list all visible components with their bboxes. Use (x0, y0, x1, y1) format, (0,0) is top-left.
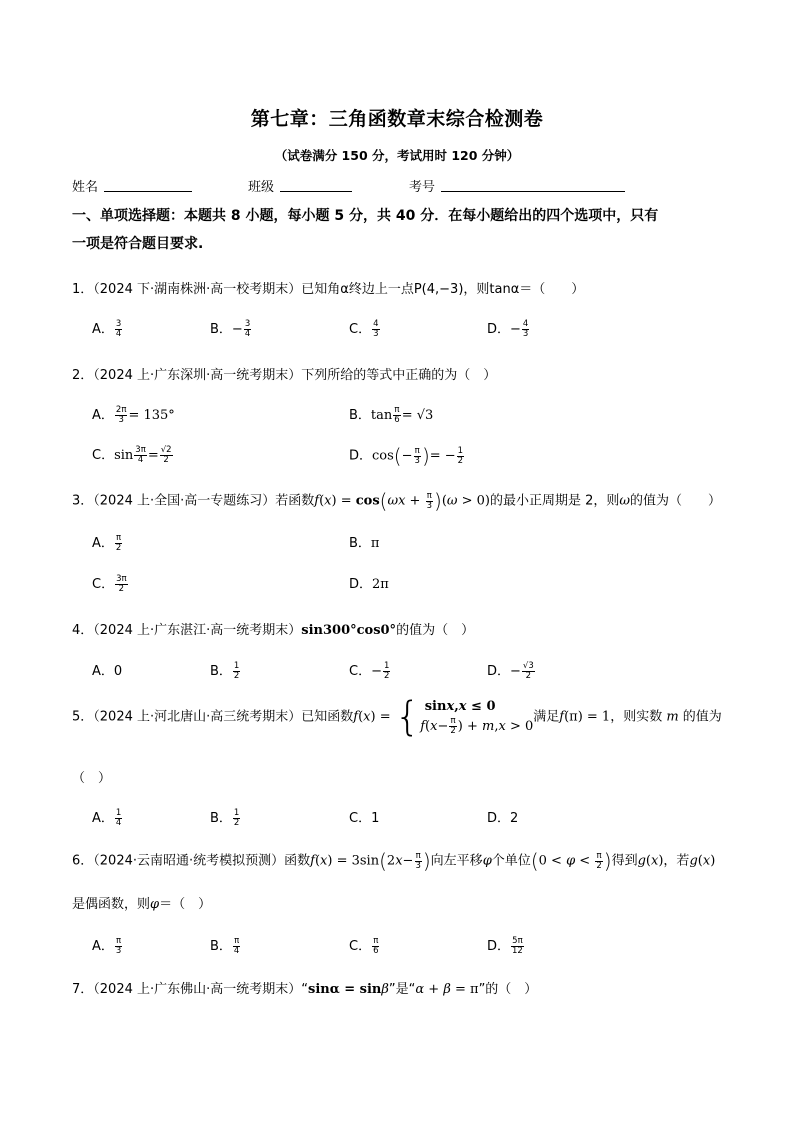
option-d[interactable]: D．− $\frac{4}{3}$ (487, 319, 529, 339)
option-a[interactable]: A．0 (92, 664, 123, 679)
class-field[interactable] (280, 191, 352, 192)
name-label: 姓名 (72, 180, 99, 195)
option-c[interactable]: C．− $\frac{1}{2}$ (349, 661, 390, 681)
option-b[interactable]: B． $\frac{1}{2}$ (210, 661, 240, 681)
option-d[interactable]: D． $\frac{5\pi}{12}$ (487, 936, 523, 956)
option-d[interactable]: D．cos(− $\frac{\pi}{3}$ )= − $\frac{1}{2}$ (349, 444, 464, 468)
question-6-cont: 是偶函数，则φ＝（ ） (72, 897, 212, 912)
option-b[interactable]: B．− $\frac{3}{4}$ (210, 319, 251, 339)
question-source: （2024 上·广东佛山·高一统考期末） (93, 982, 302, 997)
id-field[interactable] (441, 191, 625, 192)
option-c[interactable]: C． $\frac{4}{3}$ (349, 319, 379, 339)
option-d[interactable]: D．2π (349, 577, 389, 592)
section-heading (72, 202, 732, 258)
id-label: 考号 (409, 180, 436, 195)
name-field[interactable] (104, 191, 192, 192)
option-d[interactable]: D．2 (487, 811, 519, 826)
class-label: 班级 (248, 180, 275, 195)
option-a[interactable]: A． $\frac{3}{4}$ (92, 319, 122, 339)
option-a[interactable]: A． $\frac{1}{4}$ (92, 808, 122, 828)
option-c[interactable]: C．sin $\frac{3\pi}{4}$ = $\frac{√2}{2}$ (92, 445, 172, 465)
option-c[interactable]: C．1 (349, 811, 380, 826)
option-a[interactable]: A． $\frac{\pi}{3}$ (92, 936, 122, 956)
question-5-cont: （ ） (72, 771, 112, 786)
question-source: （2024 上·全国·高一专题练习） (93, 493, 276, 509)
question-source: （2024 上·河北唐山·高三统考期末） (93, 709, 302, 725)
page-subtitle: （试卷满分 150 分，考试用时 120 分钟） (274, 148, 520, 163)
question-6: 6．（2024·云南昭通·统考模拟预测）函数f(x) = 3sin(2x− $\frac{\pi}{3}$ )向左平移φ个单位(0 < φ < $\frac{\pi}{2}$ )得到g(x)，若g(x) (72, 849, 716, 873)
question-4: 4．（2024 上·广东湛江·高一统考期末）sin300°cos0°的值为（ ） (72, 623, 475, 638)
question-source: （2024 下·湖南株洲·高一校考期末） (93, 282, 302, 297)
question-source: （2024 上·广东湛江·高一统考期末） (93, 623, 302, 638)
option-a[interactable]: A． $\frac{\pi}{2}$ (92, 533, 122, 553)
option-b[interactable]: B．tan $\frac{\pi}{6}$ = √3 (349, 405, 434, 425)
question-stem: 已知角α终边上一点P(4,−3)，则tanα＝（ ） (301, 282, 585, 297)
question-7: 7．（2024 上·广东佛山·高一统考期末）“sinα = sinβ”是“α + β = π”的（ ） (72, 982, 538, 997)
question-5: 5．（2024 上·河北唐山·高三统考期末）已知函数f(x) = { sinx,x ≤ 0 f(x− $\frac{\pi}{2}$ ) + m,x > 0 满足f(π) = 1，则实数 m 的值为 (72, 694, 722, 740)
question-2: 2．（2024 上·广东深圳·高一统考期末）下列所给的等式中正确的为（ ） (72, 368, 497, 383)
question-source: （2024·云南昭通·统考模拟预测） (93, 853, 285, 869)
question-stem: 下列所给的等式中正确的为（ ） (301, 368, 497, 383)
option-b[interactable]: B．π (349, 536, 380, 551)
question-source: （2024 上·广东深圳·高一统考期末） (93, 368, 302, 383)
page-title: 第七章：三角函数章末综合检测卷 (250, 108, 544, 130)
section-heading-line2: 一项是符合题目要求. (72, 236, 204, 252)
question-3: 3．（2024 上·全国·高一专题练习）若函数f(x) = cos(ωx + $\frac{\pi}{3}$ )(ω > 0)的最小正周期是 2，则ω的值为（ ） (72, 489, 722, 513)
question-1: 1．（2024 下·湖南株洲·高一校考期末）已知角α终边上一点P(4,−3)，则tanα＝（ ） (72, 282, 585, 297)
option-a[interactable]: A． $\frac{2\pi}{3}$ = 135° (92, 405, 175, 425)
option-c[interactable]: C． $\frac{\pi}{6}$ (349, 936, 379, 956)
option-c[interactable]: C． $\frac{3\pi}{2}$ (92, 574, 127, 594)
section-heading-line1: 一、单项选择题：本题共 8 小题，每小题 5 分，共 40 分．在每小题给出的四个选项中，只有 (72, 208, 659, 224)
option-b[interactable]: B． $\frac{1}{2}$ (210, 808, 240, 828)
option-b[interactable]: B． $\frac{\pi}{4}$ (210, 936, 240, 956)
option-d[interactable]: D．− $\frac{√3}{2}$ (487, 661, 534, 681)
